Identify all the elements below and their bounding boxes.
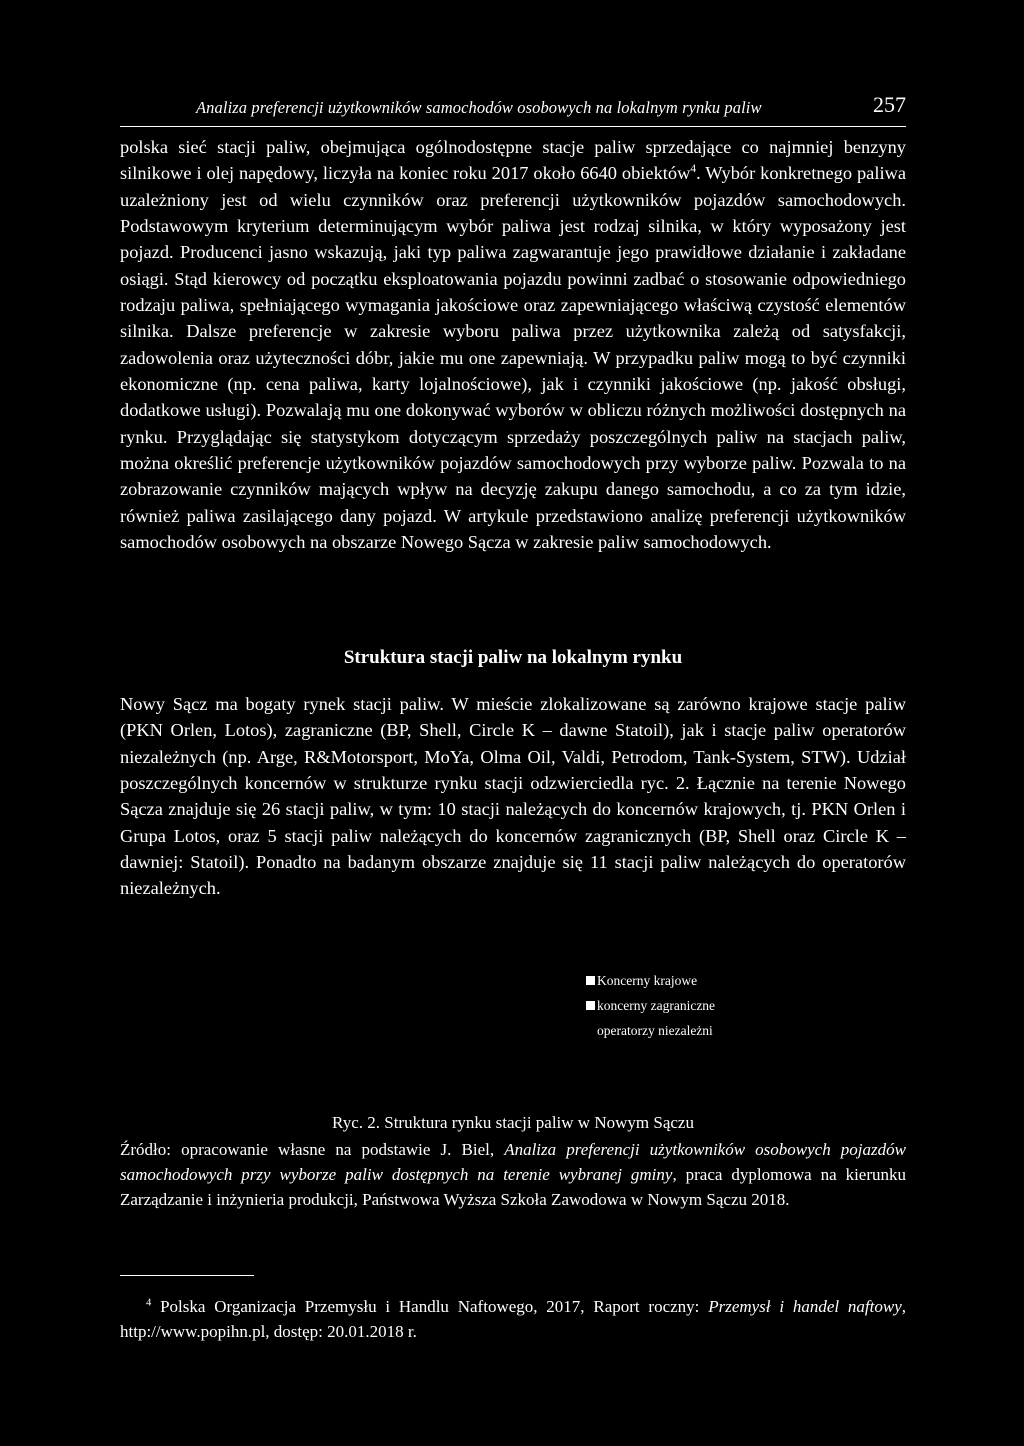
page-number: 257 [873, 92, 906, 117]
figure-caption: Ryc. 2. Struktura rynku stacji paliw w Nowym Sączu [332, 1113, 694, 1132]
footnote-number: 4 [146, 1297, 152, 1309]
running-header [120, 92, 906, 127]
intro-paragraph [120, 134, 906, 556]
footnote-text-before: Polska Organizacja Przemysłu i Handlu Naftowego, 2017, Raport roczny: [151, 1297, 709, 1316]
footnote-text-after: , http://www.popihn.pl, dostęp: 20.01.2018 r. [120, 1297, 906, 1341]
intro-text-part1: polska sieć stacji paliw, obejmująca ogólnodostępne stacje paliw sprzedające co najmniej benzyny silnikowe i olej napędowy, liczyła na koniec roku 2017 około 6640 obiektów [120, 137, 906, 184]
legend-swatch-domestic [586, 976, 595, 985]
chart-legend [586, 968, 715, 1043]
legend-label-foreign: koncerny zagraniczne [597, 998, 716, 1013]
legend-label-domestic: Koncerny krajowe [597, 973, 698, 988]
legend-item-domestic [586, 968, 715, 993]
footnote-italic-title: Przemysł i handel naftowy [708, 1297, 902, 1316]
section-heading: Struktura stacji paliw na lokalnym rynku [343, 647, 683, 668]
source-title: Analiza preferencji użytkowników osobowych pojazdów samochodowych przy wyborze paliw dostępnych na terenie wybranej gminy [120, 1140, 906, 1184]
footnote-divider [120, 1275, 254, 1276]
footnote [120, 1294, 906, 1344]
legend-label-independent: operatorzy niezależni [597, 1023, 713, 1038]
source-suffix: , praca dyplomowa na kierunku Zarządzanie i inżynieria produkcji, Państwowa Wyższa Szkoła Zawodowa w Nowym Sączu 2018. [120, 1165, 906, 1209]
source-prefix: Źródło: opracowanie własne na podstawie J. Biel, [120, 1140, 505, 1159]
section-paragraph: Nowy Sącz ma bogaty rynek stacji paliw. W mieście zlokalizowane są zarówno krajowe stacje paliw (PKN Orlen, Lotos), zagraniczne (BP, Shell, Circle K – dawne Statoil), jak i stacje paliw operatorów niezależnych (np. Arge, R&Motorsport, MoYa, Olma Oil, Valdi, Petrodom, Tank-System, STW). Udział poszczególnych koncernów w strukturze rynku stacji odzwierciedla ryc. 2. Łącznie na terenie Nowego Sącza znajduje się 26 stacji paliw, w tym: 10 stacji należących do koncernów krajowych, tj. PKN Orlen i Grupa Lotos, oraz 5 stacji paliw należących do koncernów zagranicznych (BP, Shell oraz Circle K – dawniej: Statoil). Ponadto na badanym obszarze znajduje się 11 stacji paliw należących do operatorów niezależnych. [120, 694, 906, 899]
source-note [120, 1137, 906, 1212]
intro-text-part2: . Wybór konkretnego paliwa uzależniony jest od wielu czynników oraz preferencji użytkowników pojazdów samochodowych. Podstawowym kryterium determinującym wybór paliwa jest rodzaj silnika, w który wyposażony jest pojazd. Producenci jasno wskazują, jaki typ paliwa zagwarantuje jego prawidłowe działanie i zakładane osiągi. Stąd kierowcy od początku eksploatowania pojazdu powinni zadbać o stosowanie odpowiedniego rodzaju paliwa, spełniającego wymagania jakościowe oraz zapewniającego właściwą czystość elementów silnika. Dalsze preferencje w zakresie wyboru paliwa przez użytkownika zależą od satysfakcji, zadowolenia oraz użyteczności dóbr, jakie mu one zapewniają. W przypadku paliw mogą to być czynniki ekonomiczne (np. cena paliwa, karty lojalnościowe), jak i czynniki jakościowe (np. jakość obsługi, dodatkowe usługi). Pozwalają mu one dokonywać wyborów w obliczu różnych możliwości dostępnych na rynku. Przyglądając się statystykom dotyczącym sprzedaży poszczególnych paliw na stacjach paliw, można określić preferencje użytkowników pojazdów samochodowych przy wyborze paliw. Pozwala to na zobrazowanie czynników mających wpływ na decyzję zakupu danego samochodu, a co za tym idzie, również paliwa zasilającego dany pojazd. W artykule przedstawiono analizę preferencji użytkowników samochodów osobowych na obszarze Nowego Sącza w zakresie paliw samochodowych. [120, 163, 907, 553]
running-title: Analiza preferencji użytkowników samochodów osobowych na lokalnym rynku paliw [196, 98, 762, 117]
legend-swatch-independent [586, 1026, 595, 1035]
footnote-reference[interactable]: 4 [690, 163, 697, 176]
legend-swatch-foreign [586, 1001, 595, 1010]
legend-item-foreign [586, 993, 715, 1018]
legend-item-independent [586, 1018, 715, 1043]
